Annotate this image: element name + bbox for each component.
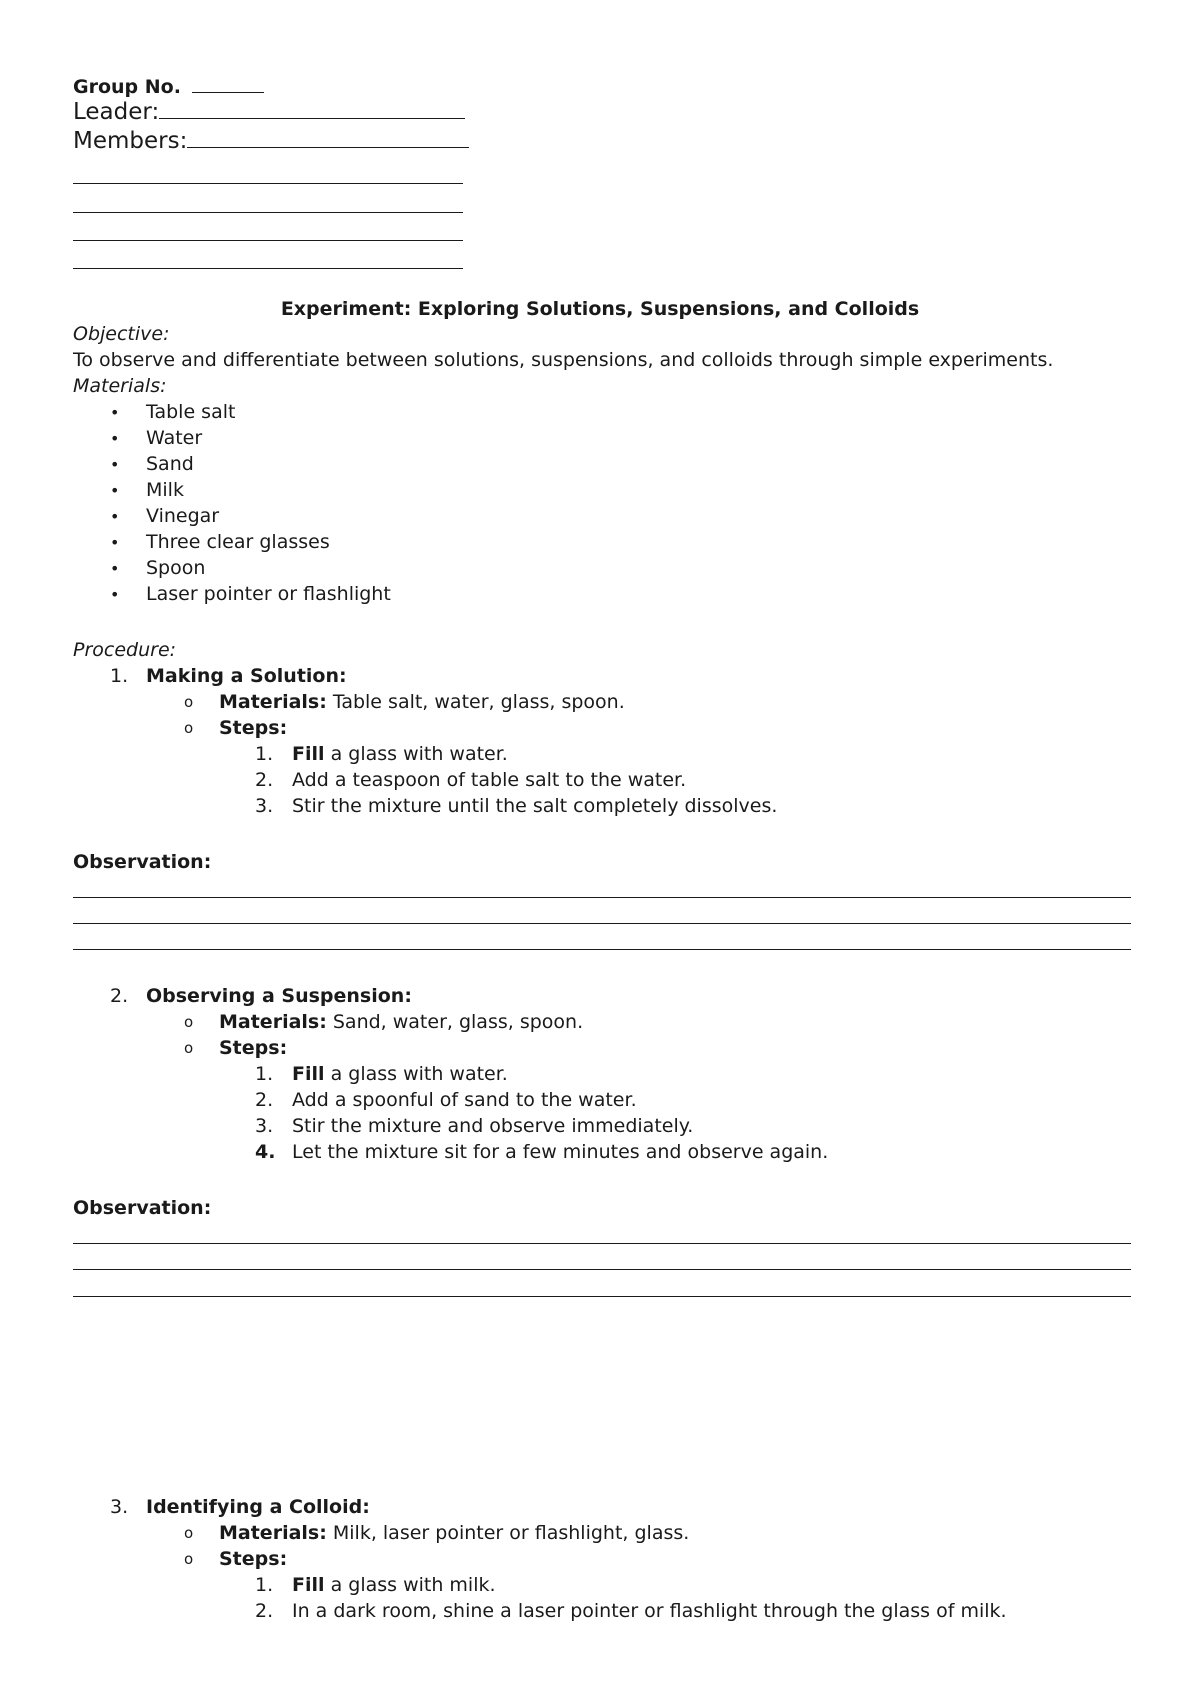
bullet-icon: • bbox=[110, 455, 120, 474]
step-number: 1. bbox=[255, 1063, 274, 1085]
step-text: Stir the mixture and observe immediately. bbox=[292, 1115, 694, 1137]
materials-item: Three clear glasses bbox=[146, 531, 330, 553]
bullet-icon: • bbox=[110, 533, 120, 552]
step-rest: a glass with milk. bbox=[324, 1574, 496, 1596]
step-text bbox=[292, 1063, 508, 1085]
step-number: 3. bbox=[255, 795, 274, 817]
materials-item: Milk bbox=[146, 479, 184, 501]
materials-item: Water bbox=[146, 427, 203, 449]
materials-item: Laser pointer or flashlight bbox=[146, 583, 391, 605]
circle-bullet-icon: o bbox=[184, 719, 194, 737]
step-number: 2. bbox=[255, 769, 274, 791]
bullet-icon: • bbox=[110, 507, 120, 526]
section-number: 1. bbox=[110, 665, 129, 687]
section-steps-label: Steps: bbox=[219, 717, 288, 739]
step-text bbox=[292, 743, 508, 765]
section-title: Making a Solution: bbox=[146, 665, 347, 687]
step-rest: a glass with water. bbox=[324, 743, 508, 765]
group-number-field bbox=[73, 76, 264, 98]
circle-bullet-icon: o bbox=[184, 1013, 194, 1031]
observation-line bbox=[73, 1243, 1131, 1244]
step-text bbox=[292, 1574, 496, 1596]
bullet-icon: • bbox=[110, 429, 120, 448]
observation-line bbox=[73, 1269, 1131, 1270]
leader-field bbox=[73, 99, 465, 125]
materials-label: Materials: bbox=[73, 375, 167, 397]
circle-bullet-icon: o bbox=[184, 1550, 194, 1568]
member-line bbox=[73, 183, 463, 184]
section-materials-label: Materials: bbox=[219, 1522, 327, 1544]
bullet-icon: • bbox=[110, 559, 120, 578]
bullet-icon: • bbox=[110, 585, 120, 604]
step-bold-word: Fill bbox=[292, 1574, 325, 1596]
members-label: Members: bbox=[73, 128, 188, 154]
observation-label: Observation: bbox=[73, 851, 212, 873]
section-number: 2. bbox=[110, 985, 129, 1007]
objective-text: To observe and differentiate between solutions, suspensions, and colloids through simple experiments. bbox=[73, 349, 1054, 371]
leader-label: Leader: bbox=[73, 99, 160, 125]
step-number: 2. bbox=[255, 1089, 274, 1111]
step-bold-word: Fill bbox=[292, 1063, 325, 1085]
observation-line bbox=[73, 923, 1131, 924]
materials-item: Vinegar bbox=[146, 505, 220, 527]
experiment-title: Experiment: Exploring Solutions, Suspensions, and Colloids bbox=[280, 298, 920, 320]
step-text: Add a teaspoon of table salt to the water. bbox=[292, 769, 687, 791]
step-number: 1. bbox=[255, 1574, 274, 1596]
section-materials-label: Materials: bbox=[219, 1011, 327, 1033]
step-number: 4. bbox=[255, 1141, 276, 1163]
section-steps-label: Steps: bbox=[219, 1037, 288, 1059]
section-materials-label: Materials: bbox=[219, 691, 327, 713]
member-line bbox=[73, 212, 463, 213]
step-text: Let the mixture sit for a few minutes and observe again. bbox=[292, 1141, 829, 1163]
circle-bullet-icon: o bbox=[184, 1039, 194, 1057]
step-text: In a dark room, shine a laser pointer or flashlight through the glass of milk. bbox=[292, 1600, 1007, 1622]
step-number: 2. bbox=[255, 1600, 274, 1622]
leader-blank bbox=[159, 117, 465, 119]
materials-item: Table salt bbox=[146, 401, 236, 423]
members-blank bbox=[187, 146, 469, 148]
member-line bbox=[73, 268, 463, 269]
section-materials-text: Milk, laser pointer or flashlight, glass. bbox=[326, 1522, 690, 1544]
section-materials-text: Table salt, water, glass, spoon. bbox=[326, 691, 625, 713]
bullet-icon: • bbox=[110, 403, 120, 422]
section-materials-text: Sand, water, glass, spoon. bbox=[326, 1011, 584, 1033]
materials-item: Spoon bbox=[146, 557, 206, 579]
section-materials bbox=[219, 691, 625, 713]
step-text: Add a spoonful of sand to the water. bbox=[292, 1089, 637, 1111]
member-line bbox=[73, 240, 463, 241]
observation-line bbox=[73, 949, 1131, 950]
objective-label: Objective: bbox=[73, 323, 170, 345]
group-number-label: Group No. bbox=[73, 76, 181, 98]
step-number: 1. bbox=[255, 743, 274, 765]
section-materials bbox=[219, 1522, 689, 1544]
bullet-icon: • bbox=[110, 481, 120, 500]
section-title: Identifying a Colloid: bbox=[146, 1496, 370, 1518]
observation-line bbox=[73, 897, 1131, 898]
observation-line bbox=[73, 1296, 1131, 1297]
step-text: Stir the mixture until the salt completely dissolves. bbox=[292, 795, 778, 817]
group-number-blank bbox=[192, 91, 264, 93]
section-number: 3. bbox=[110, 1496, 129, 1518]
step-number: 3. bbox=[255, 1115, 274, 1137]
circle-bullet-icon: o bbox=[184, 693, 194, 711]
section-title: Observing a Suspension: bbox=[146, 985, 412, 1007]
step-bold-word: Fill bbox=[292, 743, 325, 765]
step-rest: a glass with water. bbox=[324, 1063, 508, 1085]
section-steps-label: Steps: bbox=[219, 1548, 288, 1570]
procedure-label: Procedure: bbox=[73, 639, 177, 661]
observation-label: Observation: bbox=[73, 1197, 212, 1219]
circle-bullet-icon: o bbox=[184, 1524, 194, 1542]
section-materials bbox=[219, 1011, 583, 1033]
members-field bbox=[73, 128, 469, 154]
materials-item: Sand bbox=[146, 453, 194, 475]
